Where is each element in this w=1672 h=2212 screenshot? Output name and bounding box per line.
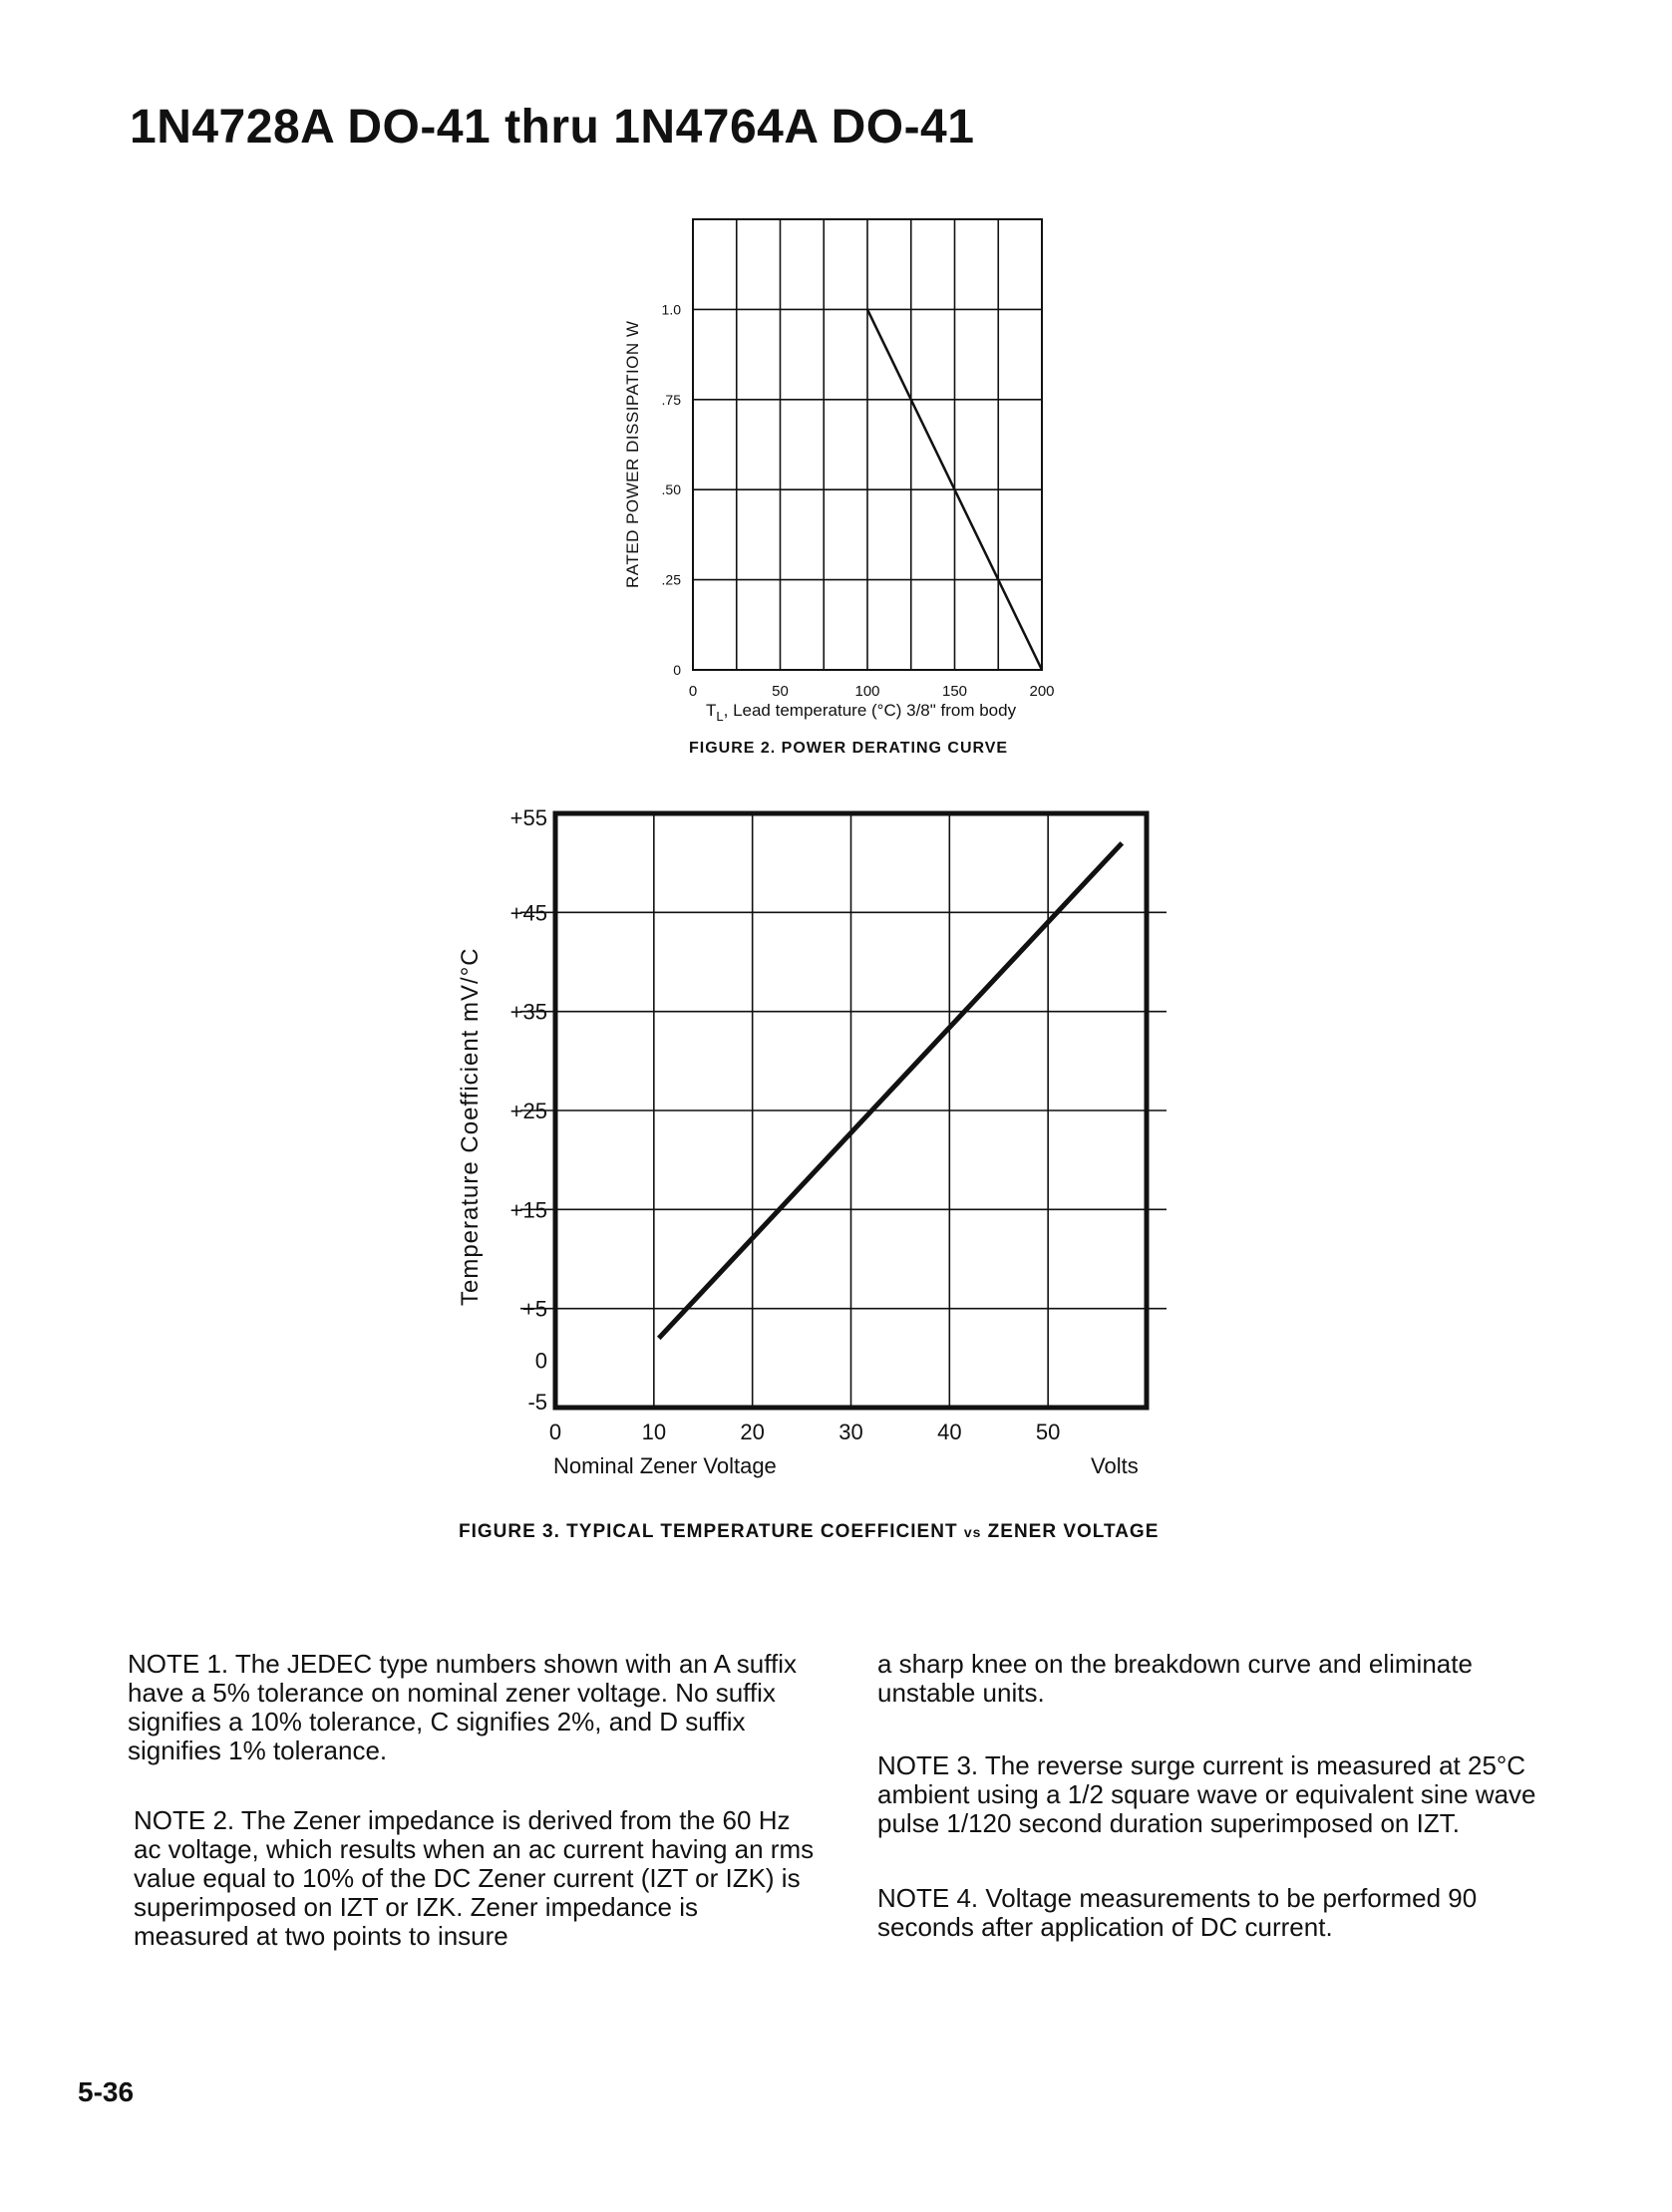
x-tick-label: 10: [641, 1420, 667, 1444]
y-tick-label: 0: [534, 1348, 547, 1374]
y-tick-label: .25: [661, 571, 681, 588]
y-tick-label: +25: [509, 1099, 547, 1123]
note-4: NOTE 4. Voltage measurements to be performed 90 seconds after application of DC current.: [877, 1883, 1478, 1942]
y-tick-label: +15: [509, 1197, 547, 1223]
x-tick-label: 20: [740, 1420, 765, 1444]
coefficient-line: [659, 843, 1123, 1339]
x-tick-label: 0: [688, 683, 698, 700]
x-tick-label: 200: [1029, 683, 1055, 700]
temperature-axis-label: $T_L$, Lead temperature (°C) 3/8" from body: [706, 701, 1017, 724]
voltage-axis-label: Nominal Zener Voltage: [553, 1453, 777, 1478]
x-tick-label: 40: [937, 1420, 962, 1444]
note-2-continued: a sharp knee on the breakdown curve and eliminate unstable units.: [877, 1649, 1473, 1708]
figure-3-caption: FIGURE 3. TYPICAL TEMPERATURE COEFFICIENT vs ZENER VOLTAGE: [459, 1521, 1160, 1542]
temperature-coefficient-chart: [449, 788, 1226, 1565]
power-axis-label: RATED POWER DISSIPATION W: [623, 320, 642, 588]
y-tick-label: +35: [509, 999, 547, 1025]
page-number: 5-36: [78, 2076, 135, 2107]
x-tick-label: 50: [1035, 1420, 1061, 1444]
power-derating-chart: [598, 209, 1117, 768]
note-2: NOTE 2. The Zener impedance is derived from the 60 Hz ac voltage, which results when an ac current having an rms value equal to 10% of the DC Zener current (IZT or IZK) is superimposed on IZT or IZK. Zener impedance is measured at two points to insure: [134, 1805, 815, 1951]
coefficient-axis-label: Temperature Coefficient mV/°C: [457, 947, 484, 1306]
y-tick-label: +45: [509, 900, 547, 926]
y-tick-label: 1.0: [661, 301, 681, 318]
figure-2-caption: FIGURE 2. POWER DERATING CURVE: [689, 740, 1009, 757]
y-tick-label: -5: [527, 1390, 547, 1415]
y-tick-label: +55: [509, 805, 547, 830]
y-tick-label: +5: [521, 1296, 547, 1322]
x-tick-label: 100: [854, 683, 880, 700]
note-3: NOTE 3. The reverse surge current is measured at 25°C ambient using a 1/2 square wave or equivalent sine wave pulse 1/120 second duration superimposed on IZT.: [877, 1750, 1536, 1838]
y-tick-label: .75: [661, 391, 681, 408]
page-title: 1N4728A DO-41 thru 1N4764A DO-41: [130, 101, 975, 154]
x-tick-label: 0: [548, 1420, 562, 1444]
note-1: NOTE 1. The JEDEC type numbers shown with an A suffix have a 5% tolerance on nominal zener voltage. No suffix signifies a 10% tolerance, C signifies 2%, and D suffix signifies 1% tolerance.: [128, 1649, 798, 1765]
y-tick-label: .50: [661, 481, 681, 498]
x-tick-label: 30: [838, 1420, 863, 1444]
x-tick-label: 150: [941, 683, 968, 700]
volts-unit-label: Volts: [1091, 1453, 1139, 1478]
y-tick-label: 0: [673, 662, 681, 678]
x-tick-label: 50: [772, 683, 789, 700]
